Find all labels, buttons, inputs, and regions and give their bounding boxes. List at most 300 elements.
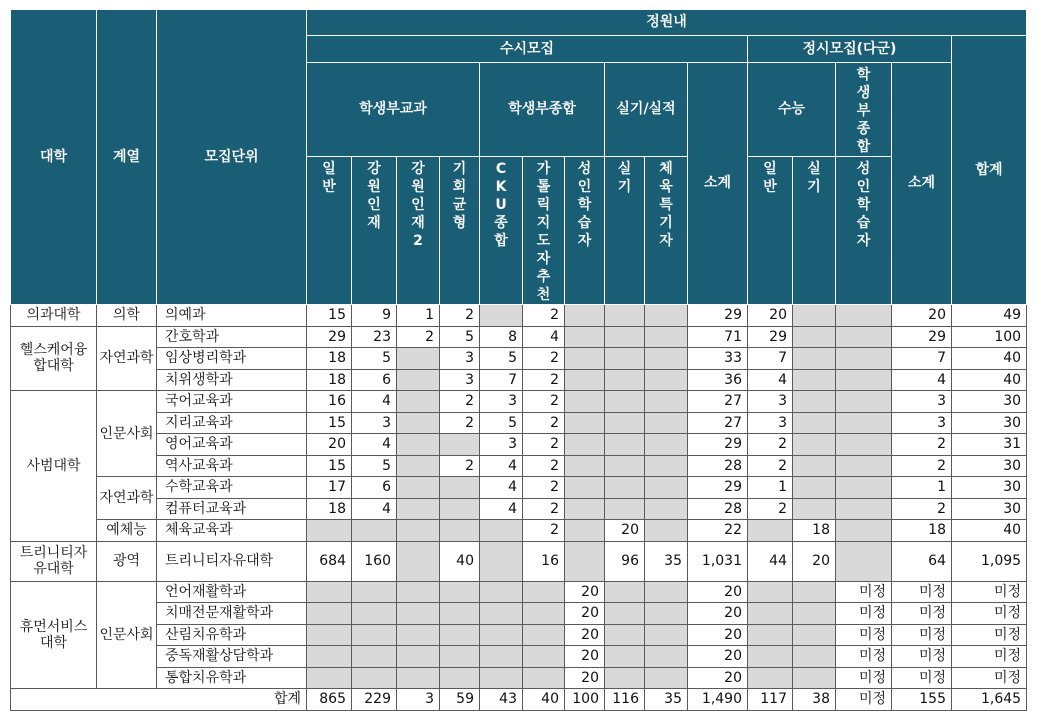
header-susi-subtotal: 소계 [688, 63, 748, 305]
value-cell [480, 646, 523, 668]
value-cell [645, 603, 688, 625]
value-cell: 3 [748, 391, 793, 413]
value-cell: 2 [523, 520, 565, 542]
value-cell: 29 [892, 326, 952, 348]
value-cell [793, 391, 836, 413]
value-cell [440, 667, 480, 689]
admission-quota-table [10, 9, 1027, 711]
value-cell: 미정 [952, 581, 1027, 603]
value-cell [836, 369, 892, 391]
value-cell: 40 [952, 520, 1027, 542]
value-cell [440, 520, 480, 542]
value-cell: 5 [480, 348, 523, 370]
value-cell [397, 455, 440, 477]
value-cell: 18 [307, 348, 352, 370]
value-cell [480, 520, 523, 542]
value-cell [605, 581, 645, 603]
value-cell [748, 603, 793, 625]
total-cell: 40 [523, 689, 565, 711]
value-cell: 2 [440, 305, 480, 327]
value-cell: 49 [952, 305, 1027, 327]
value-cell: 29 [307, 326, 352, 348]
unit-cell: 의예과 [157, 305, 307, 327]
value-cell [565, 348, 605, 370]
table-row [11, 412, 1027, 434]
value-cell [440, 603, 480, 625]
value-cell: 15 [307, 305, 352, 327]
value-cell: 5 [480, 412, 523, 434]
unit-cell: 임상병리학과 [157, 348, 307, 370]
value-cell: 3 [748, 412, 793, 434]
value-cell: 2 [440, 412, 480, 434]
value-cell: 5 [352, 455, 397, 477]
value-cell [397, 581, 440, 603]
value-cell [793, 603, 836, 625]
value-cell [645, 369, 688, 391]
field-cell: 광역 [97, 541, 157, 581]
value-cell [480, 541, 523, 581]
value-cell: 4 [523, 326, 565, 348]
header-quota-in: 정원내 [307, 10, 1027, 36]
value-cell [565, 369, 605, 391]
value-cell [793, 498, 836, 520]
value-cell [748, 646, 793, 668]
value-cell: 3 [480, 391, 523, 413]
value-cell: 2 [892, 455, 952, 477]
value-cell: 2 [523, 305, 565, 327]
table-row [11, 455, 1027, 477]
value-cell: 20 [892, 305, 952, 327]
value-cell: 미정 [836, 646, 892, 668]
value-cell [397, 369, 440, 391]
value-cell: 2 [892, 434, 952, 456]
unit-cell: 간호학과 [157, 326, 307, 348]
value-cell: 29 [688, 305, 748, 327]
value-cell [523, 603, 565, 625]
value-cell [307, 581, 352, 603]
value-cell: 160 [352, 541, 397, 581]
value-cell: 31 [952, 434, 1027, 456]
value-cell [605, 434, 645, 456]
value-cell: 미정 [952, 603, 1027, 625]
value-cell [605, 624, 645, 646]
value-cell [352, 581, 397, 603]
value-cell: 64 [892, 541, 952, 581]
value-cell: 2 [397, 326, 440, 348]
field-cell: 인문사회 [97, 581, 157, 689]
header-total: 합계 [952, 36, 1027, 305]
value-cell [307, 624, 352, 646]
total-cell: 1,645 [952, 689, 1027, 711]
value-cell: 미정 [892, 646, 952, 668]
value-cell [440, 581, 480, 603]
value-cell: 6 [352, 477, 397, 499]
college-cell: 사범대학 [11, 391, 97, 542]
table-row [11, 477, 1027, 499]
value-cell: 40 [952, 369, 1027, 391]
value-cell [352, 603, 397, 625]
value-cell: 1 [748, 477, 793, 499]
value-cell: 40 [440, 541, 480, 581]
total-label: 합계 [11, 689, 307, 711]
table-row [11, 305, 1027, 327]
total-cell: 229 [352, 689, 397, 711]
value-cell: 2 [523, 477, 565, 499]
value-cell: 20 [565, 646, 605, 668]
value-cell [523, 646, 565, 668]
value-cell: 30 [952, 477, 1027, 499]
value-cell [836, 305, 892, 327]
value-cell: 40 [952, 348, 1027, 370]
value-cell: 20 [605, 520, 645, 542]
value-cell [397, 391, 440, 413]
header-col-cku: CKU종합 [480, 157, 523, 305]
unit-cell: 치위생학과 [157, 369, 307, 391]
value-cell [605, 498, 645, 520]
value-cell: 27 [688, 412, 748, 434]
value-cell: 30 [952, 498, 1027, 520]
value-cell [565, 412, 605, 434]
value-cell: 20 [688, 581, 748, 603]
unit-cell: 영어교육과 [157, 434, 307, 456]
total-cell: 35 [645, 689, 688, 711]
unit-cell: 컴퓨터교육과 [157, 498, 307, 520]
field-cell: 인문사회 [97, 391, 157, 477]
value-cell [793, 477, 836, 499]
value-cell [645, 520, 688, 542]
value-cell [565, 305, 605, 327]
table-row [11, 603, 1027, 625]
value-cell [748, 581, 793, 603]
value-cell [440, 477, 480, 499]
unit-cell: 통합치유학과 [157, 667, 307, 689]
table-row [11, 369, 1027, 391]
header-col-general: 일반 [307, 157, 352, 305]
unit-cell: 수학교육과 [157, 477, 307, 499]
value-cell [440, 646, 480, 668]
total-cell: 155 [892, 689, 952, 711]
header-group-comprehensive: 학생부종합 [480, 63, 605, 157]
value-cell: 미정 [952, 646, 1027, 668]
field-cell: 자연과학 [97, 477, 157, 520]
value-cell [645, 646, 688, 668]
value-cell [480, 305, 523, 327]
value-cell [836, 541, 892, 581]
college-cell: 휴먼서비스대학 [11, 581, 97, 689]
total-cell: 59 [440, 689, 480, 711]
value-cell: 미정 [892, 603, 952, 625]
value-cell [352, 520, 397, 542]
value-cell: 20 [688, 624, 748, 646]
value-cell: 2 [523, 369, 565, 391]
value-cell: 36 [688, 369, 748, 391]
value-cell: 23 [352, 326, 397, 348]
header-jungsi-subtotal: 소계 [892, 63, 952, 305]
value-cell [793, 369, 836, 391]
value-cell [523, 624, 565, 646]
value-cell [397, 348, 440, 370]
college-cell: 트리니티자유대학 [11, 541, 97, 581]
value-cell: 29 [688, 434, 748, 456]
value-cell: 4 [748, 369, 793, 391]
value-cell: 2 [523, 391, 565, 413]
total-cell: 3 [397, 689, 440, 711]
value-cell: 30 [952, 455, 1027, 477]
value-cell [645, 498, 688, 520]
value-cell [645, 348, 688, 370]
header-field: 계열 [97, 10, 157, 305]
value-cell [836, 455, 892, 477]
total-cell: 117 [748, 689, 793, 711]
header-col-j-practical: 실기 [793, 157, 836, 305]
value-cell: 5 [352, 348, 397, 370]
value-cell [645, 667, 688, 689]
value-cell [605, 455, 645, 477]
value-cell [565, 326, 605, 348]
value-cell [440, 624, 480, 646]
value-cell: 9 [352, 305, 397, 327]
value-cell: 2 [440, 455, 480, 477]
value-cell: 29 [688, 477, 748, 499]
value-cell [836, 412, 892, 434]
value-cell [645, 305, 688, 327]
value-cell [480, 667, 523, 689]
value-cell: 미정 [952, 667, 1027, 689]
value-cell: 3 [440, 369, 480, 391]
value-cell: 미정 [892, 581, 952, 603]
value-cell [565, 391, 605, 413]
value-cell: 4 [352, 498, 397, 520]
value-cell: 2 [523, 348, 565, 370]
value-cell: 27 [688, 391, 748, 413]
value-cell [836, 434, 892, 456]
value-cell [397, 520, 440, 542]
unit-cell: 지리교육과 [157, 412, 307, 434]
header-col-adult-learner: 성인학습자 [565, 157, 605, 305]
value-cell [645, 412, 688, 434]
value-cell: 3 [440, 348, 480, 370]
total-cell: 미정 [836, 689, 892, 711]
value-cell: 미정 [836, 624, 892, 646]
value-cell: 20 [688, 603, 748, 625]
value-cell [307, 646, 352, 668]
table-row [11, 498, 1027, 520]
header-col-j-adult: 성인학습자 [836, 157, 892, 305]
total-cell: 100 [565, 689, 605, 711]
value-cell [645, 455, 688, 477]
value-cell: 20 [688, 667, 748, 689]
value-cell: 18 [307, 369, 352, 391]
unit-cell: 중독재활상담학과 [157, 646, 307, 668]
unit-cell: 언어재활학과 [157, 581, 307, 603]
value-cell: 7 [892, 348, 952, 370]
value-cell [793, 646, 836, 668]
value-cell [352, 624, 397, 646]
value-cell: 16 [523, 541, 565, 581]
value-cell: 4 [352, 434, 397, 456]
value-cell: 2 [523, 498, 565, 520]
value-cell: 3 [892, 412, 952, 434]
unit-cell: 국어교육과 [157, 391, 307, 413]
table-row [11, 391, 1027, 413]
total-cell: 38 [793, 689, 836, 711]
value-cell [793, 412, 836, 434]
value-cell: 15 [307, 455, 352, 477]
value-cell [836, 520, 892, 542]
value-cell [605, 667, 645, 689]
value-cell: 3 [352, 412, 397, 434]
table-row [11, 667, 1027, 689]
value-cell: 684 [307, 541, 352, 581]
table-row [11, 348, 1027, 370]
value-cell [605, 412, 645, 434]
value-cell: 18 [307, 498, 352, 520]
value-cell [836, 391, 892, 413]
value-cell: 8 [480, 326, 523, 348]
value-cell: 71 [688, 326, 748, 348]
value-cell [793, 348, 836, 370]
value-cell [793, 455, 836, 477]
value-cell [645, 434, 688, 456]
value-cell [480, 603, 523, 625]
total-row [11, 689, 1027, 711]
value-cell: 30 [952, 412, 1027, 434]
value-cell: 20 [565, 581, 605, 603]
value-cell: 3 [892, 391, 952, 413]
value-cell [440, 498, 480, 520]
value-cell [440, 434, 480, 456]
college-cell: 헬스케어융합대학 [11, 326, 97, 391]
value-cell: 4 [892, 369, 952, 391]
value-cell: 18 [892, 520, 952, 542]
value-cell [793, 305, 836, 327]
value-cell: 20 [565, 624, 605, 646]
value-cell: 7 [480, 369, 523, 391]
value-cell [605, 369, 645, 391]
value-cell: 2 [892, 498, 952, 520]
value-cell: 2 [440, 391, 480, 413]
table-row [11, 520, 1027, 542]
value-cell [397, 434, 440, 456]
value-cell: 17 [307, 477, 352, 499]
value-cell [565, 520, 605, 542]
value-cell: 5 [440, 326, 480, 348]
value-cell [307, 667, 352, 689]
value-cell [748, 624, 793, 646]
table-row [11, 624, 1027, 646]
value-cell: 미정 [836, 581, 892, 603]
value-cell: 96 [605, 541, 645, 581]
value-cell: 2 [523, 434, 565, 456]
header-col-catholic: 가톨릭지도자추천 [523, 157, 565, 305]
value-cell: 2 [748, 455, 793, 477]
unit-cell: 치매전문재활학과 [157, 603, 307, 625]
value-cell [605, 477, 645, 499]
value-cell [605, 348, 645, 370]
header-col-equal-opportunity: 기회균형 [440, 157, 480, 305]
value-cell [397, 646, 440, 668]
value-cell [523, 667, 565, 689]
value-cell [793, 667, 836, 689]
value-cell [793, 624, 836, 646]
header-col-practical: 실기 [605, 157, 645, 305]
header-susi: 수시모집 [307, 36, 748, 63]
table-row [11, 541, 1027, 581]
value-cell: 33 [688, 348, 748, 370]
header-col-sports: 체육특기자 [645, 157, 688, 305]
value-cell [748, 520, 793, 542]
value-cell: 28 [688, 498, 748, 520]
value-cell [397, 498, 440, 520]
value-cell: 미정 [836, 667, 892, 689]
value-cell: 20 [565, 603, 605, 625]
value-cell: 1 [397, 305, 440, 327]
value-cell [397, 603, 440, 625]
value-cell [397, 667, 440, 689]
value-cell [397, 624, 440, 646]
value-cell: 6 [352, 369, 397, 391]
value-cell: 100 [952, 326, 1027, 348]
value-cell [645, 391, 688, 413]
header-col-j-general: 일반 [748, 157, 793, 305]
value-cell [836, 498, 892, 520]
total-cell: 43 [480, 689, 523, 711]
value-cell [793, 581, 836, 603]
value-cell [307, 603, 352, 625]
value-cell: 1,095 [952, 541, 1027, 581]
value-cell: 1,031 [688, 541, 748, 581]
header-group-subject: 학생부교과 [307, 63, 480, 157]
value-cell: 2 [523, 455, 565, 477]
value-cell [605, 326, 645, 348]
value-cell: 2 [748, 498, 793, 520]
value-cell: 4 [480, 498, 523, 520]
value-cell [565, 541, 605, 581]
value-cell: 20 [748, 305, 793, 327]
value-cell: 20 [688, 646, 748, 668]
header-col-gangwon-talent2: 강원인재2 [397, 157, 440, 305]
value-cell [307, 520, 352, 542]
value-cell [397, 477, 440, 499]
value-cell [793, 326, 836, 348]
value-cell: 44 [748, 541, 793, 581]
value-cell [480, 624, 523, 646]
value-cell [605, 391, 645, 413]
value-cell: 20 [793, 541, 836, 581]
unit-cell: 체육교육과 [157, 520, 307, 542]
value-cell [645, 477, 688, 499]
value-cell: 2 [748, 434, 793, 456]
value-cell [605, 646, 645, 668]
value-cell [397, 412, 440, 434]
value-cell [523, 581, 565, 603]
value-cell [565, 477, 605, 499]
value-cell [645, 326, 688, 348]
value-cell: 7 [748, 348, 793, 370]
value-cell: 18 [793, 520, 836, 542]
value-cell: 미정 [952, 624, 1027, 646]
value-cell [836, 326, 892, 348]
value-cell: 미정 [836, 603, 892, 625]
header-college: 대학 [11, 10, 97, 305]
header-group-suneung: 수능 [748, 63, 836, 157]
value-cell [565, 498, 605, 520]
value-cell: 30 [952, 391, 1027, 413]
value-cell [605, 603, 645, 625]
value-cell: 4 [480, 455, 523, 477]
total-cell: 116 [605, 689, 645, 711]
unit-cell: 역사교육과 [157, 455, 307, 477]
